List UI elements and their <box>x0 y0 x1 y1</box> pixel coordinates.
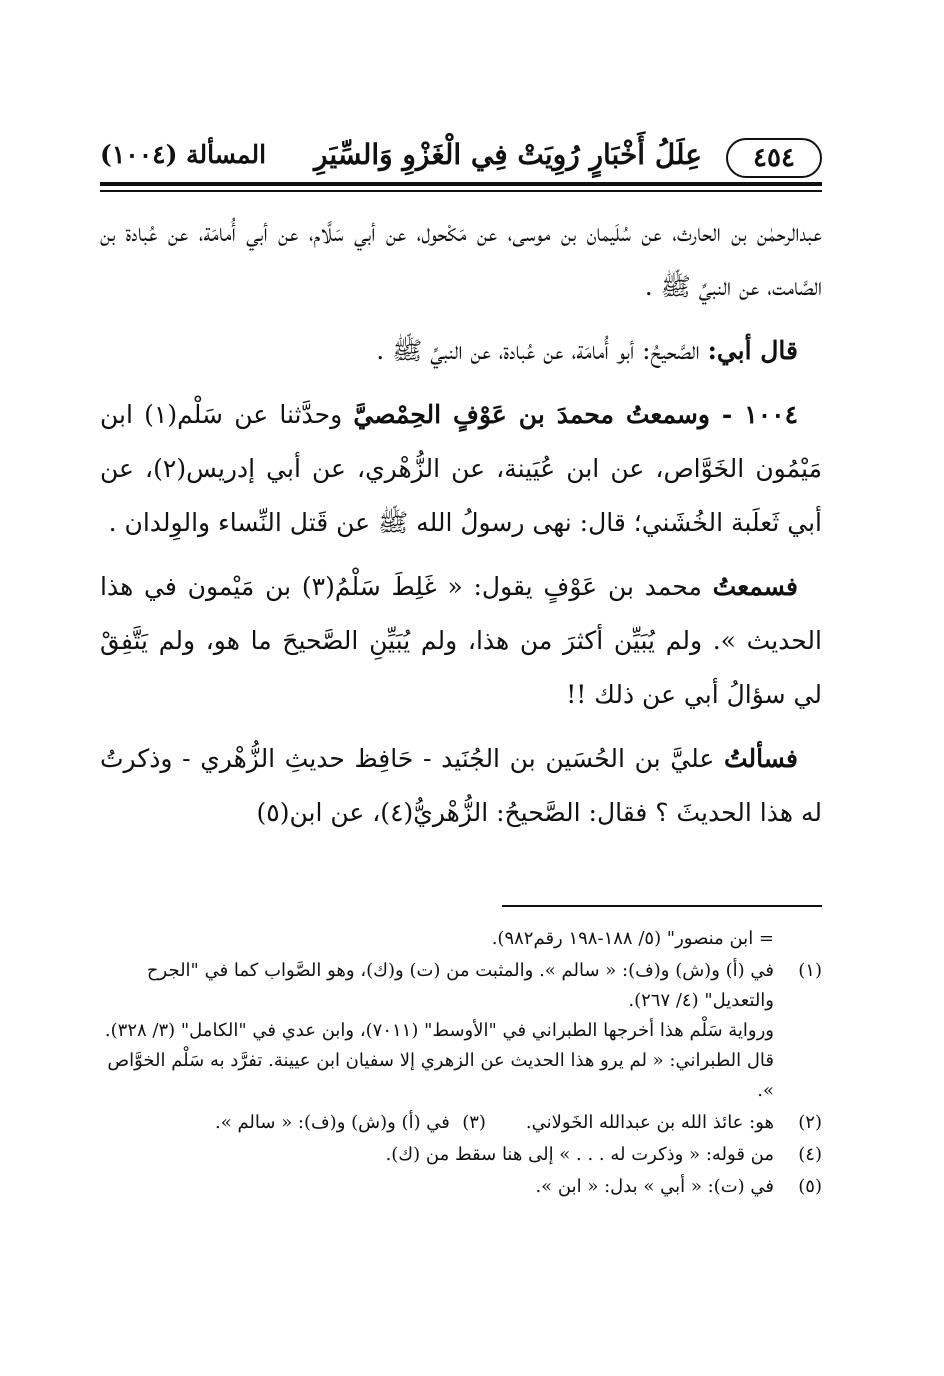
footnote-row-2-3 <box>100 1108 822 1140</box>
paragraph-2-text: الصَّحيحُ: أبو أُمامَة، عن عُبادة، عن النبيِّ ﷺ . <box>376 336 708 365</box>
footnotes <box>100 924 822 1204</box>
paragraph-4-lead: فسمعتُ <box>712 572 798 601</box>
page-number: ٤٥٤ <box>726 138 822 178</box>
footnote-rule <box>502 905 822 907</box>
issue-label: المسألة (١٠٠٤) <box>100 140 267 169</box>
page-header <box>100 136 822 180</box>
footnote-1-text-b: ورواية سَلْم هذا أخرجها الطبراني في "الأوسط" (٧٠١١)، وابن عدي في "الكامل" (٣/ ٣٢٨). قال الطبراني: « لم يرو هذا الحديث عن الزهري إلا سفيان ابن عيينة. تفرَّد به سَلْم الخوَّاص ». <box>104 1020 774 1101</box>
footnote-4 <box>100 1140 822 1170</box>
footnote-5-number: (٥) <box>798 1176 822 1197</box>
paragraph-3-lead: ١٠٠٤ - وسمعتُ محمدَ بن عَوْفٍ الحِمْصيَّ <box>353 400 798 429</box>
paragraph-4-text: محمد بن عَوْفٍ يقول: « غَلِطَ سَلْمُ(٣) بن مَيْمون في هذا الحديث ». ولم يُبَيِّن أكثرَ من هذا، ولم يُبَيِّنِ الصَّحيحَ ما هو، ولم يَتَّفِقْ لي سؤالُ أبي عن ذلك !! <box>100 572 822 709</box>
footnote-2 <box>526 1108 822 1138</box>
paragraph-5-lead: فسألتُ <box>723 744 798 773</box>
paragraph-3 <box>100 388 822 550</box>
footnote-5-text: في (ت): « أبي » بدل: « ابن ». <box>535 1176 774 1197</box>
footnote-5 <box>100 1172 822 1202</box>
paragraph-4 <box>100 560 822 722</box>
header-rule-thin <box>100 190 822 192</box>
footnote-3-text: في (أ) و(ش) و(ف): « سالم ». <box>214 1112 450 1133</box>
paragraph-2 <box>100 324 822 378</box>
paragraph-1: عبدالرحمٰن بن الحارث، عن سُلَيمان بن موسى، عن مَكْحول، عن أبي سَلَّام، عن أبي أُمامَة، عن عُبادة بن الصَّامت، عن النبيِّ ﷺ . <box>100 218 822 301</box>
paragraph-5-text: عليَّ بن الحُسَين بن الجُنَيد - حَافِظ حديثِ الزُّهْري - وذكرتُ له هذا الحديثَ ؟ فقال: الصَّحيحُ: الزُّهْريُّ(٤)، عن ابن(٥) <box>100 744 822 827</box>
footnote-continuation-text: = ابن منصور" (٥/ ١٨٨-١٩٨ رقم٩٨٢). <box>491 928 774 949</box>
footnote-3-number: (٣) <box>462 1112 486 1133</box>
paragraph-5 <box>100 732 822 840</box>
footnote-1 <box>100 956 822 1106</box>
footnote-4-text: من قوله: « وذكرت له . . . » إلى هنا سقط من (ك). <box>385 1144 774 1165</box>
header-rule-thick <box>100 182 822 186</box>
footnote-2-text: هو: عائذ الله بن عبدالله الخَولاني. <box>525 1112 774 1133</box>
footnote-3 <box>215 1108 486 1138</box>
footnote-2-number: (٢) <box>798 1112 822 1133</box>
footnote-continuation <box>100 924 822 954</box>
footnote-1-text-a: في (أ) و(ش) و(ف): « سالم ». والمثبت من (ت) و(ك)، وهو الصَّواب كما في "الجرح والتعديل" (٤/ ٢٦٧). <box>146 960 774 1011</box>
paragraph-2-lead: قال أبي: <box>707 336 798 365</box>
book-title: عِلَلُ أَخْبَارٍ رُوِيَتْ فِي الْغَزْوِ وَالسِّيَرِ <box>313 138 702 171</box>
paragraph-3-text: وحدَّثنا عن سَلْم(١) ابن مَيْمُون الخَوَّاص، عن ابن عُيَينة، عن الزُّهْري، عن أبي إدريس(٢)، عن أبي ثَعلَبة الخُشَني؛ قال: نهى رسولُ الله ﷺ عن قَتل النِّساء والوِلدان . <box>100 400 822 537</box>
footnote-4-number: (٤) <box>798 1144 822 1165</box>
main-text <box>100 206 822 850</box>
footnote-1-number: (١) <box>798 960 822 981</box>
